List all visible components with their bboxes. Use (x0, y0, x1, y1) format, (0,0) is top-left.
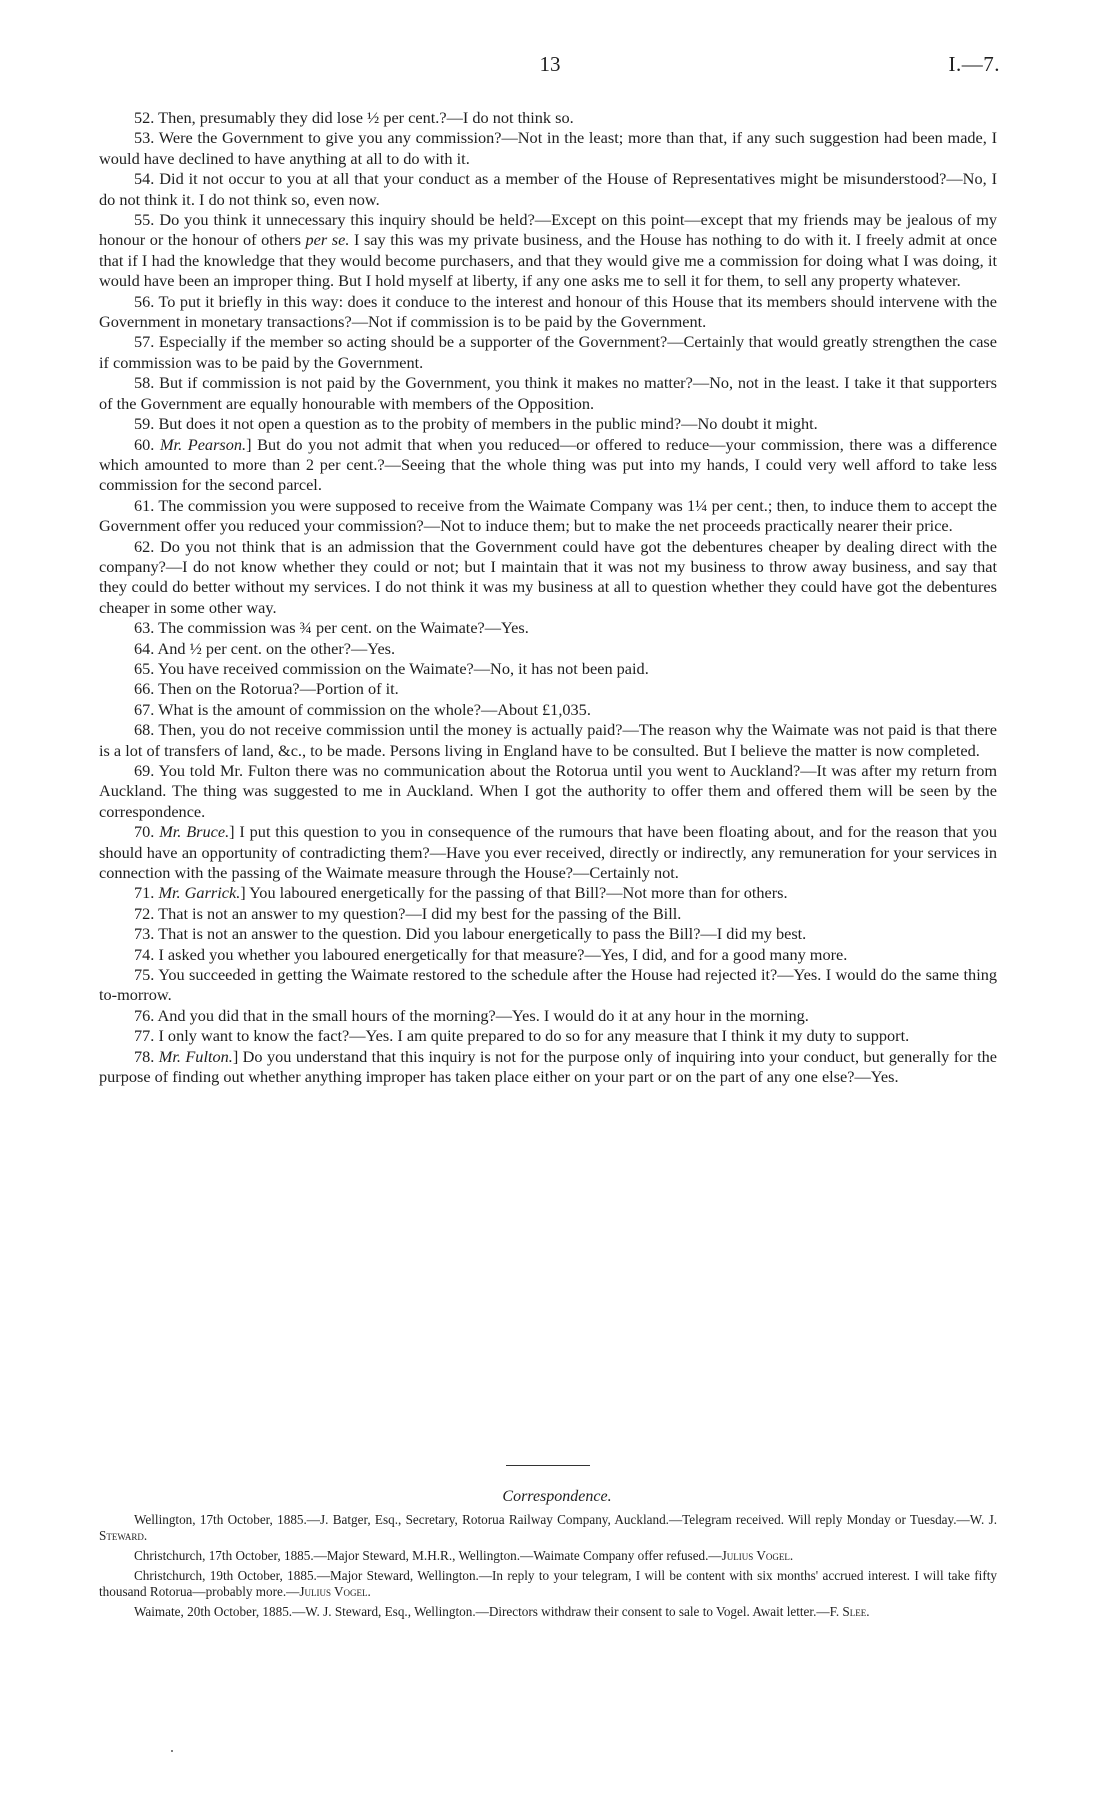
telegram-item (99, 1548, 997, 1564)
telegram-signature: Julius Vogel. (721, 1548, 794, 1563)
section-divider (506, 1465, 590, 1466)
question-number: 59. (134, 414, 155, 434)
question-54 (99, 169, 997, 210)
telegram-item (99, 1604, 997, 1620)
question-67 (99, 700, 997, 720)
question-text: You told Mr. Fulton there was no communication about the Rotorua until you went to Auckland?—It was after my return from Auckland. The thing was suggested to me in Auckland. When I got the authority to offer them and offered them will be seen by the correspondence. (99, 761, 998, 821)
question-number: 58. (134, 373, 155, 393)
question-65 (99, 659, 997, 679)
question-number: 74. (134, 944, 155, 964)
question-number: 56. (134, 291, 155, 311)
question-61 (99, 496, 997, 537)
telegram-signature: F. Slee. (829, 1604, 870, 1619)
question-text: You succeeded in getting the Waimate restored to the schedule after the House had rejected it?—Yes. I would do the same thing to-morrow. (99, 965, 998, 1005)
question-text: But if commission is not paid by the Government, you think it makes no matter?—No, not in the least. I take it that supporters of the Government are equally honourable with members of the Opposition. (99, 373, 997, 413)
question-number: 54. (134, 169, 155, 189)
question-text: Do you think it unnecessary this inquiry should be held?—Except on this point—except that my friends may be jealous of my honour or the honour of others (99, 210, 997, 250)
question-number: 61. (134, 495, 155, 515)
question-number: 62. (134, 536, 155, 556)
question-text: Were the Government to give you any commission?—Not in the least; more than that, if any such suggestion had been made, I would have declined to have anything at all to do with it. (99, 128, 997, 168)
question-52 (99, 108, 997, 128)
question-number: 60. (134, 434, 155, 454)
question-text: But does it not open a question as to the probity of members in the public mind?—No doubt it might. (158, 414, 818, 434)
telegram-signature: Julius Vogel. (299, 1584, 371, 1599)
question-text: ] You laboured energetically for the passing of that Bill?—Not more than for others. (240, 883, 788, 903)
question-58 (99, 373, 997, 414)
question-62 (99, 537, 997, 619)
speaker-name: Mr. Garrick. (158, 883, 241, 903)
question-53 (99, 128, 997, 169)
question-text: That is not an answer to the question. Did you labour energetically to pass the Bill?—I did my best. (158, 924, 807, 944)
question-56 (99, 292, 997, 333)
question-text: Then on the Rotorua?—Portion of it. (158, 679, 399, 699)
question-number: 55. (134, 210, 155, 230)
question-number: 67. (134, 699, 155, 719)
question-68 (99, 720, 997, 761)
question-number: 69. (134, 761, 155, 780)
question-63 (99, 618, 997, 638)
question-72 (99, 904, 997, 924)
question-text: The commission was ¾ per cent. on the Waimate?—Yes. (158, 618, 529, 638)
question-66 (99, 679, 997, 699)
question-59 (99, 414, 997, 434)
correspondence-list (99, 1512, 997, 1624)
question-73 (99, 924, 997, 944)
question-text: I asked you whether you laboured energetically for that measure?—Yes, I did, and for a good many more. (158, 944, 848, 964)
telegram-item (99, 1568, 997, 1600)
question-77 (99, 1026, 997, 1046)
question-number: 71. (134, 883, 155, 903)
question-number: 72. (134, 903, 155, 923)
question-75 (99, 965, 997, 1006)
correspondence-heading: Correspondence. (502, 1488, 612, 1505)
speaker-name: Mr. Fulton. (158, 1046, 233, 1066)
question-78 (99, 1047, 997, 1088)
question-text: Did it not occur to you at all that your conduct as a member of the House of Representatives might be misunderstood?—No, I do not think it. I do not think so, even now. (99, 169, 997, 209)
question-number: 70. (134, 822, 155, 842)
question-text: And you did that in the small hours of the morning?—Yes. I would do it at any hour in the morning. (157, 1005, 809, 1025)
question-text: ] I put this question to you in consequence of the rumours that have been floating about, and for the reason that you should have an opportunity of contradicting them?—Have you ever received, directly or indirectly, any remuneration for your services in connection with the passing of the Waimate measure through the House?—Certainly not. (99, 822, 997, 883)
question-text: ] But do you not admit that when you reduced—or offered to reduce—your commission, there was a difference which amounted to more than 2 per cent.?—Seeing that the whole thing was put into my hands, I could very well afford to take less commission for the second parcel. (99, 434, 997, 495)
question-57 (99, 332, 997, 373)
question-number: 78. (134, 1046, 155, 1066)
document-reference: I.—7. (948, 52, 1000, 76)
question-71 (99, 883, 997, 903)
question-76 (99, 1006, 997, 1026)
question-text: To put it briefly in this way: does it conduce to the interest and honour of this House that its members should intervene with the Government in monetary transactions?—Not if commission is to be paid by the Government. (99, 291, 997, 332)
question-text: That is not an answer to my question?—I did my best for the passing of the Bill. (158, 903, 682, 923)
question-text: What is the amount of commission on the whole?—About £1,035. (158, 699, 591, 719)
question-text: Then, you do not receive commission until the money is actually paid?—The reason why the Waimate was not paid is that there is a lot of transfers of land, &c., to be made. Persons living in England have to be consulted. But I believe the matter is now completed. (99, 720, 997, 760)
question-number: 53. (134, 128, 155, 148)
question-number: 52. (134, 108, 155, 127)
telegram-text: Wellington, 17th October, 1885.—J. Batger, Esq., Secretary, Rotorua Railway Company, Auckland.—Telegram received. Will reply Monday or Tuesday.— (134, 1512, 970, 1527)
question-text: ] Do you understand that this inquiry is not for the purpose only of inquiring into your conduct, but generally for the purpose of finding out whether anything improper has taken place either on your part or on the part of any one else?—Yes. (99, 1046, 997, 1087)
question-number: 73. (134, 924, 155, 944)
telegram-signature: W. J. Steward. (99, 1512, 998, 1543)
question-text: Do you not think that is an admission that the Government could have got the debentures cheaper by dealing direct with the company?—I do not know whether they could or not; but I maintain that it was not my business to throw away business, and say that they could do better without my services. I do not think it was my business at all to question whether they could have got the debentures cheaper in some other way. (99, 536, 997, 617)
speaker-name: Mr. Pearson. (159, 434, 247, 454)
speaker-name: Mr. Bruce. (159, 822, 230, 842)
question-number: 77. (134, 1026, 155, 1046)
latin-phrase: per se. (305, 230, 350, 250)
question-number: 75. (134, 965, 155, 985)
question-number: 68. (134, 720, 155, 740)
question-60 (99, 435, 997, 496)
question-55 (99, 210, 997, 292)
page-number: 13 (539, 52, 561, 76)
question-number: 66. (134, 679, 155, 699)
print-speck (171, 1750, 173, 1752)
question-text: The commission you were supposed to receive from the Waimate Company was 1¼ per cent.; then, to induce them to accept the Government offer you reduced your commission?—Not to induce them; but to make the net proceeds practically nearer their price. (99, 495, 997, 536)
question-text: You have received commission on the Waimate?—No, it has not been paid. (157, 658, 649, 678)
question-number: 65. (134, 658, 155, 678)
telegram-text: Christchurch, 17th October, 1885.—Major Steward, M.H.R., Wellington.—Waimate Company offer refused.— (134, 1548, 722, 1563)
question-70 (99, 822, 997, 883)
question-74 (99, 945, 997, 965)
question-number: 76. (134, 1005, 155, 1025)
question-number: 64. (134, 638, 155, 658)
telegram-text: Christchurch, 19th October, 1885.—Major Steward, Wellington.—In reply to your telegram, I will be content with six months' accrued interest. I will take fifty thousand Rotorua—probably more.— (99, 1568, 997, 1599)
evidence-body (99, 108, 997, 1088)
question-number: 63. (134, 618, 155, 638)
telegram-text: Waimate, 20th October, 1885.—W. J. Steward, Esq., Wellington.—Directors withdraw their consent to sale to Vogel. Await letter.— (134, 1604, 830, 1619)
question-text: Then, presumably they did lose ½ per cent.?—I do not think so. (158, 108, 574, 127)
question-text-continued: I say this was my private business, and the House has nothing to do with it. I freely admit at once that if I had the knowledge that they would become purchasers, and that they would give me a commission for doing what I was doing, it would have been an improper thing. But I hold myself at liberty, if any one asks me to sell it for them, to sell any property whatever. (99, 230, 997, 291)
question-number: 57. (134, 332, 155, 352)
question-69 (99, 761, 997, 822)
question-text: And ½ per cent. on the other?—Yes. (157, 638, 396, 658)
question-64 (99, 639, 997, 659)
question-text: I only want to know the fact?—Yes. I am quite prepared to do so for any measure that I think it my duty to support. (158, 1026, 910, 1046)
telegram-item (99, 1512, 997, 1544)
question-text: Especially if the member so acting should be a supporter of the Government?—Certainly that would greatly strengthen the case if commission was to be paid by the Government. (99, 332, 997, 372)
